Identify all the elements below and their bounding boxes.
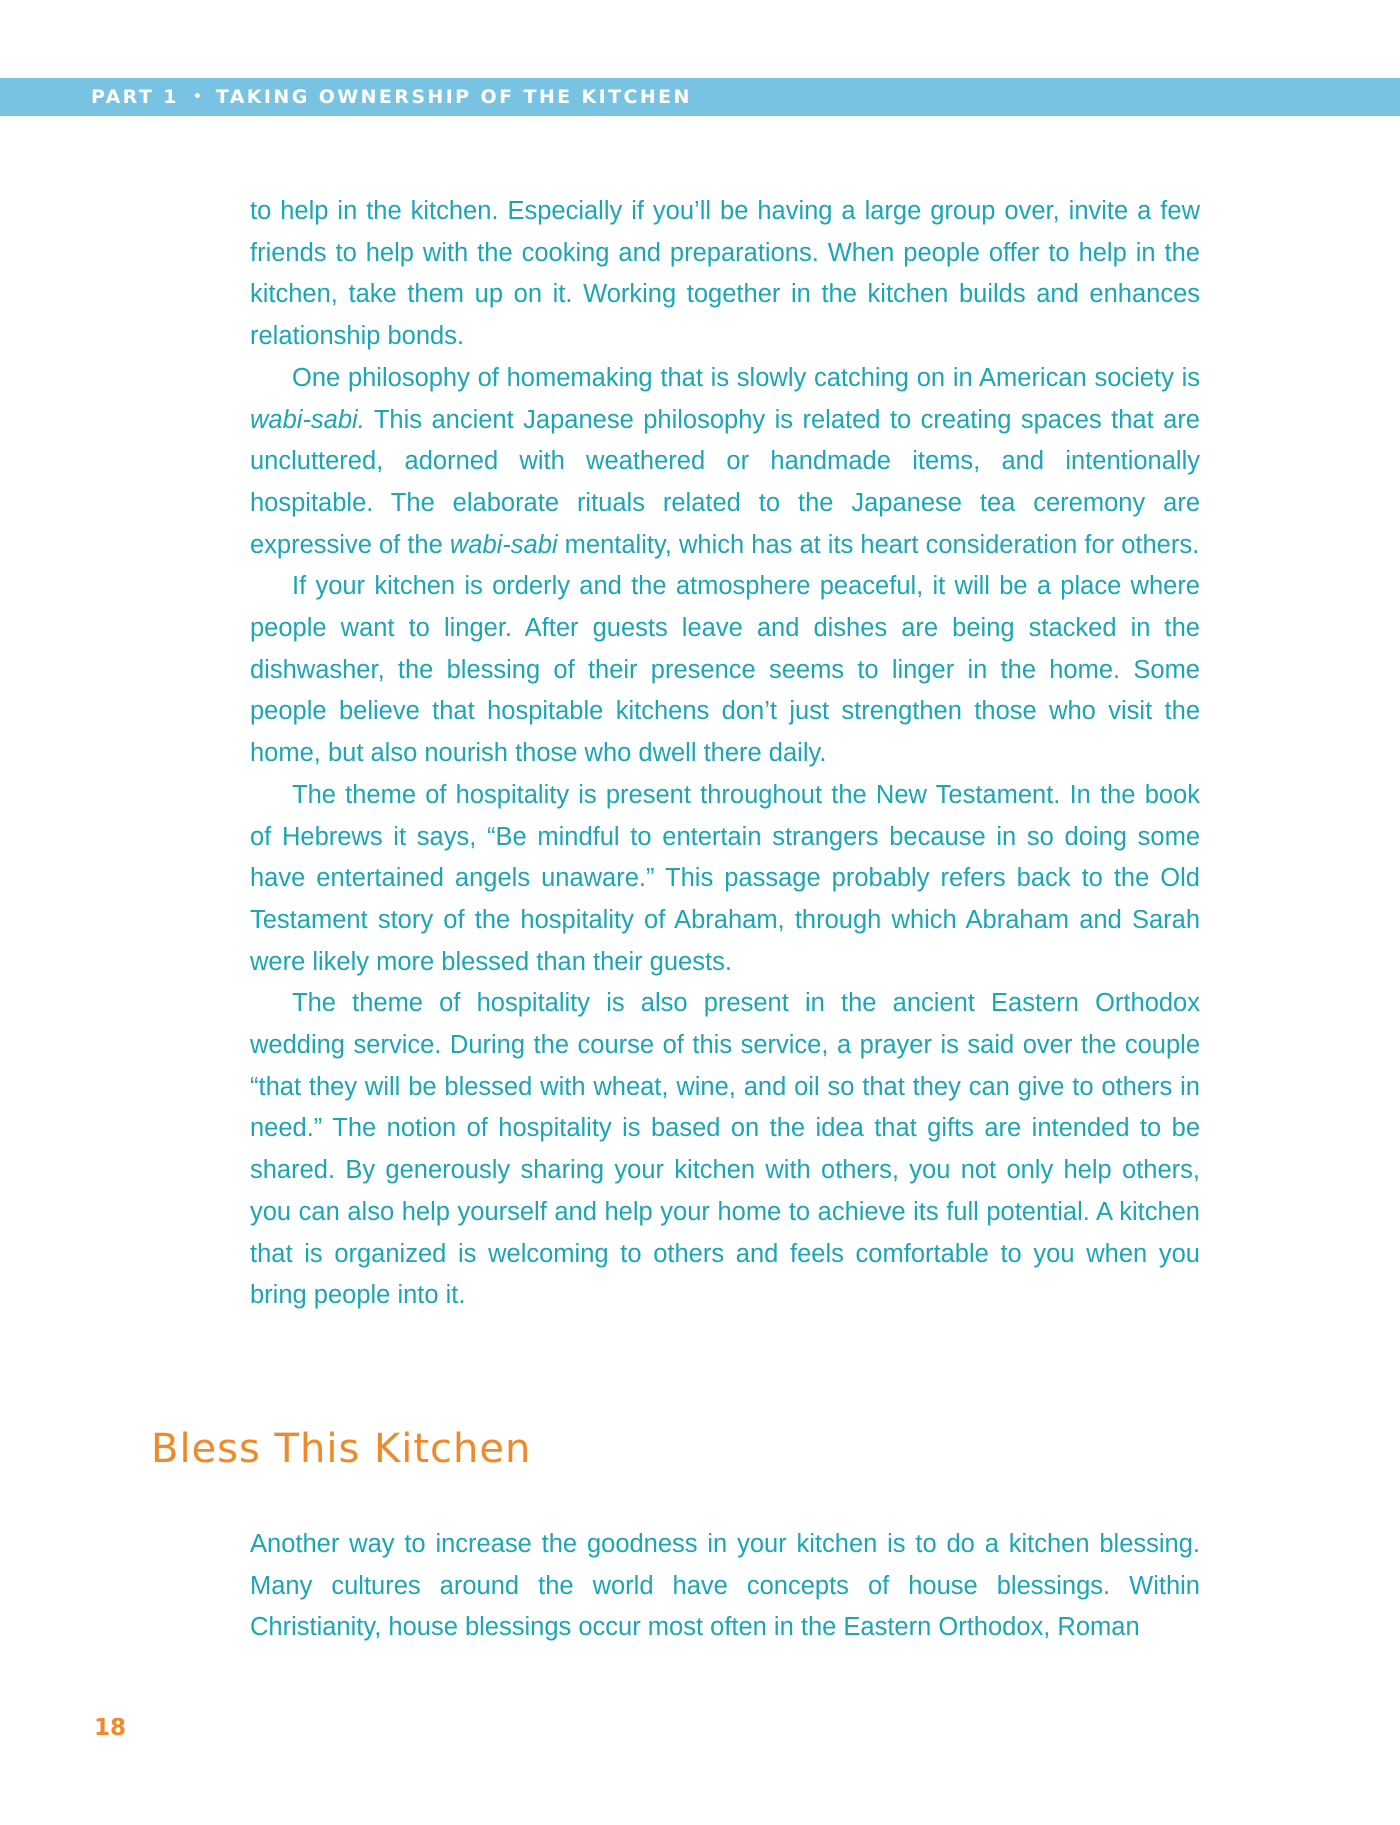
italic-term: wabi-sabi [449,530,558,559]
paragraph-kitchen-blessing: Another way to increase the goodness in your kitchen is to do a kitchen blessing. Many cultures around the world have concepts of house blessings. Within Christianity, house blessings occur most often in the Eastern Orthodox, Roman [250,1530,1200,1642]
section-heading: Bless This Kitchen [151,1426,532,1472]
paragraph-orthodox-wedding: The theme of hospitality is also present in the ancient Eastern Orthodox wedding service. During the course of this service, a prayer is said over the couple “that they will be blessed with wheat, wine, and oil so that they can give to others in need.” The notion of hospitality is based on the idea that gifts are intended to be shared. By generously sharing your kitchen with others, you not only help others, you can also help yourself and help your home to achieve its full potential. A kitchen that is organized is welcoming to others and feels comfortable to you when you bring people into it. [250,989,1200,1310]
paragraph-text-segment: mentality, which has at its heart consideration for others. [557,530,1200,559]
header-separator-bullet: • [192,89,202,105]
body-text-block [250,191,1200,1317]
page-number: 18 [94,1715,127,1741]
header-chapter-title: TAKING OWNERSHIP OF THE KITCHEN [215,86,692,108]
paragraph-continued: to help in the kitchen. Especially if you’ll be having a large group over, invite a few friends to help with the cooking and preparations. When people offer to help in the kitchen, take them up on it. Working together in the kitchen builds and enhances relationship bonds. [250,197,1200,351]
section-body-text [250,1524,1200,1649]
paragraph-text-segment: This ancient Japanese philosophy is related to creating spaces that are uncluttered, adorned with weathered or handmade items, and intentionally hospitable. The elaborate rituals related to the Japanese tea ceremony are expressive of the [250,405,1200,559]
paragraph-wabi-sabi [250,358,1200,567]
italic-term: wabi-sabi. [250,405,365,434]
paragraph-text-segment: One philosophy of homemaking that is slowly catching on in American society is [292,363,1200,392]
paragraph-new-testament: The theme of hospitality is present throughout the New Testament. In the book of Hebrews it says, “Be mindful to entertain strangers because in so doing some have entertained angels unaware.” This passage probably refers back to the Old Testament story of the hospitality of Abraham, through which Abraham and Sarah were likely more blessed than their guests. [250,780,1200,976]
paragraph-orderly-kitchen: If your kitchen is orderly and the atmosphere peaceful, it will be a place where people want to linger. After guests leave and dishes are being stacked in the dishwasher, the blessing of their presence seems to linger in the home. Some people believe that hospitable kitchens don’t just strengthen those who visit the home, but also nourish those who dwell there daily. [250,572,1200,768]
running-header [0,78,1400,116]
header-part-label: PART 1 [91,86,179,108]
